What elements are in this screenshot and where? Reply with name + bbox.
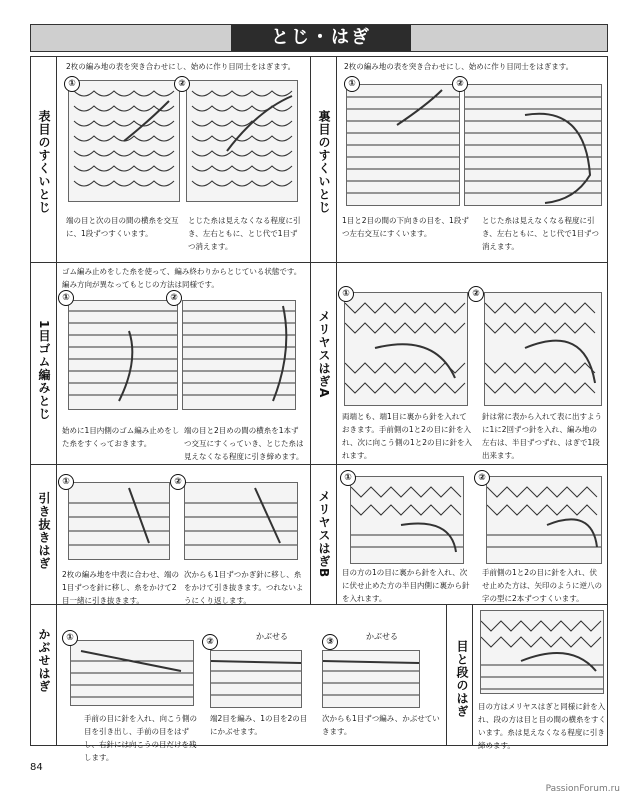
step-marker-2: ② — [468, 286, 484, 302]
watermark: PassionForum.ru — [545, 784, 620, 794]
title-box — [231, 25, 411, 51]
step-marker-1: ① — [64, 76, 80, 92]
kabuse-caption-3: 次からも1目ずつ編み、かぶせていきます。 — [322, 714, 440, 736]
knit-diagram — [323, 651, 419, 707]
page-title: とじ・はぎ — [271, 27, 371, 48]
knit-diagram — [485, 293, 601, 405]
center-divider — [310, 56, 311, 604]
step-marker-3: ③ — [322, 634, 338, 650]
label-col-left — [56, 56, 57, 604]
ura-illustration-2 — [464, 84, 602, 206]
knit-diagram — [211, 651, 301, 707]
meriyasu-b-caption-2: 手前側の1と2の目に針を入れ、伏せ止めた方は、矢印のように逆八の字の型に2本ずつすくいます。 — [482, 568, 602, 603]
kabuse-illustration-1 — [70, 640, 194, 706]
medan-illustration — [480, 610, 604, 694]
meriyasu-a-illustration-2 — [484, 292, 602, 406]
knit-diagram — [351, 477, 463, 563]
ura-intro: 2枚の編み地の表を突き合わせにし、始めに作り目同士をはぎます。 — [344, 62, 574, 71]
meriyasu-b-caption-1: 目の方の1の目に裏から針を入れ、次に伏せ止めた方の半目内側に裏から針を入れます。 — [342, 568, 470, 603]
kabuse-caption-1: 手前の目に針を入れ、向こう側の目を引き出し、手前の目をはずし、右針には向こうの目だけを残します。 — [84, 714, 197, 762]
kabuse-arrow-label: かぶせる — [256, 632, 288, 641]
section-label-meriyasu-a: メリヤスはぎA — [317, 310, 331, 399]
section-label-hikinuki: 引き抜きはぎ — [37, 492, 51, 570]
knit-diagram — [185, 483, 297, 559]
step-marker-1: ① — [344, 76, 360, 92]
bottom-divider — [446, 604, 447, 746]
hikinuki-caption-1: 2枚の編み地を中表に合わせ、端の1目ずつを針に移し、糸をかけて2目一緒に引き抜きます。 — [62, 570, 180, 605]
omote-caption-2: とじた糸は見えなくなる程度に引き、左右ともに、とじ代で1目ずつ消えます。 — [188, 216, 301, 251]
meriyasu-b-illustration-1 — [350, 476, 464, 564]
step-marker-2: ② — [452, 76, 468, 92]
step-marker-2: ② — [202, 634, 218, 650]
step-marker-2: ② — [174, 76, 190, 92]
gomu-illustration-2 — [182, 300, 296, 410]
row-divider-2 — [30, 464, 608, 465]
kabuse-caption-2: 端2目を編み、1の目を2の目にかぶせます。 — [210, 714, 308, 736]
section-label-omote: 表目のすくいとじ — [37, 110, 51, 214]
hikinuki-caption-2: 次からも1目ずつかぎ針に移し、糸をかけて引き抜きます。つれないようにくり返します。 — [184, 570, 304, 605]
kabuse-illustration-2 — [210, 650, 302, 708]
section-label-ura: 裏目のすくいとじ — [317, 110, 331, 214]
gomu-intro: ゴム編み止めをした糸を使って、編み終わりからとじている状態です。編み方向が異なってもとじの方法は同様です。 — [62, 267, 302, 289]
knit-diagram — [487, 477, 601, 563]
label-col-bottom-right — [472, 604, 473, 746]
knit-diagram — [345, 293, 467, 405]
knit-diagram — [69, 301, 177, 409]
step-marker-2: ② — [474, 470, 490, 486]
gomu-caption-2: 端の目と2目めの間の横糸を1本ずつ交互にすくっていき、とじた糸は見えなくなる程度に引き締めます。 — [184, 426, 304, 461]
page-number: 84 — [30, 762, 43, 773]
omote-illustration-1 — [68, 80, 180, 202]
step-marker-2: ② — [170, 474, 186, 490]
knit-diagram — [69, 81, 179, 201]
section-label-kabuse: かぶせはぎ — [37, 628, 51, 693]
knit-diagram — [187, 81, 297, 201]
gomu-caption-1: 始めに1目内側のゴム編み止めをした糸をすくっておきます。 — [62, 426, 180, 448]
medan-caption: 目の方はメリヤスはぎと同様に針を入れ、段の方は目と目の間の横糸をすくいます。糸は見えなくなる程度に引き締めます。 — [478, 702, 606, 750]
kabuse-arrow-label-2: かぶせる — [366, 632, 398, 641]
label-col-right — [336, 56, 337, 604]
knit-diagram — [465, 85, 601, 205]
omote-caption-1: 端の目と次の目の間の横糸を交互に、1段ずつすくいます。 — [66, 216, 179, 238]
step-marker-1: ① — [338, 286, 354, 302]
knit-diagram — [347, 85, 459, 205]
step-marker-1: ① — [340, 470, 356, 486]
omote-intro: 2枚の編み地の表を突き合わせにし、始めに作り目同士をはぎます。 — [66, 62, 296, 71]
meriyasu-a-illustration-1 — [344, 292, 468, 406]
section-label-medan: 目と段のはぎ — [455, 640, 469, 718]
hikinuki-illustration-1 — [68, 482, 170, 560]
step-marker-1: ① — [58, 290, 74, 306]
kabuse-illustration-3 — [322, 650, 420, 708]
ura-caption-1: 1目と2目の間の下向きの目を、1段ずつ左右交互にすくいます。 — [342, 216, 469, 238]
label-col-bottom-left — [56, 604, 57, 746]
step-marker-2: ② — [166, 290, 182, 306]
meriyasu-b-illustration-2 — [486, 476, 602, 564]
hikinuki-illustration-2 — [184, 482, 298, 560]
meriyasu-a-caption-1: 両端とも、端1目に裏から針を入れておきます。手前側の1と2の目に針を入れ、次に向こう側の1と2の目に針を入れます。 — [342, 412, 472, 460]
section-label-gomu: 1目ゴム編みとじ — [37, 320, 51, 421]
ura-illustration-1 — [346, 84, 460, 206]
section-label-meriyasu-b: メリヤスはぎB — [317, 490, 331, 579]
ura-caption-2: とじた糸は見えなくなる程度に引き、左右ともに、とじ代で1目ずつ消えます。 — [482, 216, 599, 251]
row-divider-1 — [30, 262, 608, 263]
knit-diagram — [69, 483, 169, 559]
gomu-illustration-1 — [68, 300, 178, 410]
knit-diagram — [481, 611, 603, 693]
step-marker-1: ① — [58, 474, 74, 490]
knit-diagram — [183, 301, 295, 409]
meriyasu-a-caption-2: 針は常に表から入れて表に出すように1に2回ずつ針を入れ、編み地の左右は、半目ずつずれ、はぎで1段出来ます。 — [482, 412, 602, 460]
knit-diagram — [71, 641, 193, 705]
omote-illustration-2 — [186, 80, 298, 202]
step-marker-1: ① — [62, 630, 78, 646]
title-bar — [30, 24, 608, 52]
